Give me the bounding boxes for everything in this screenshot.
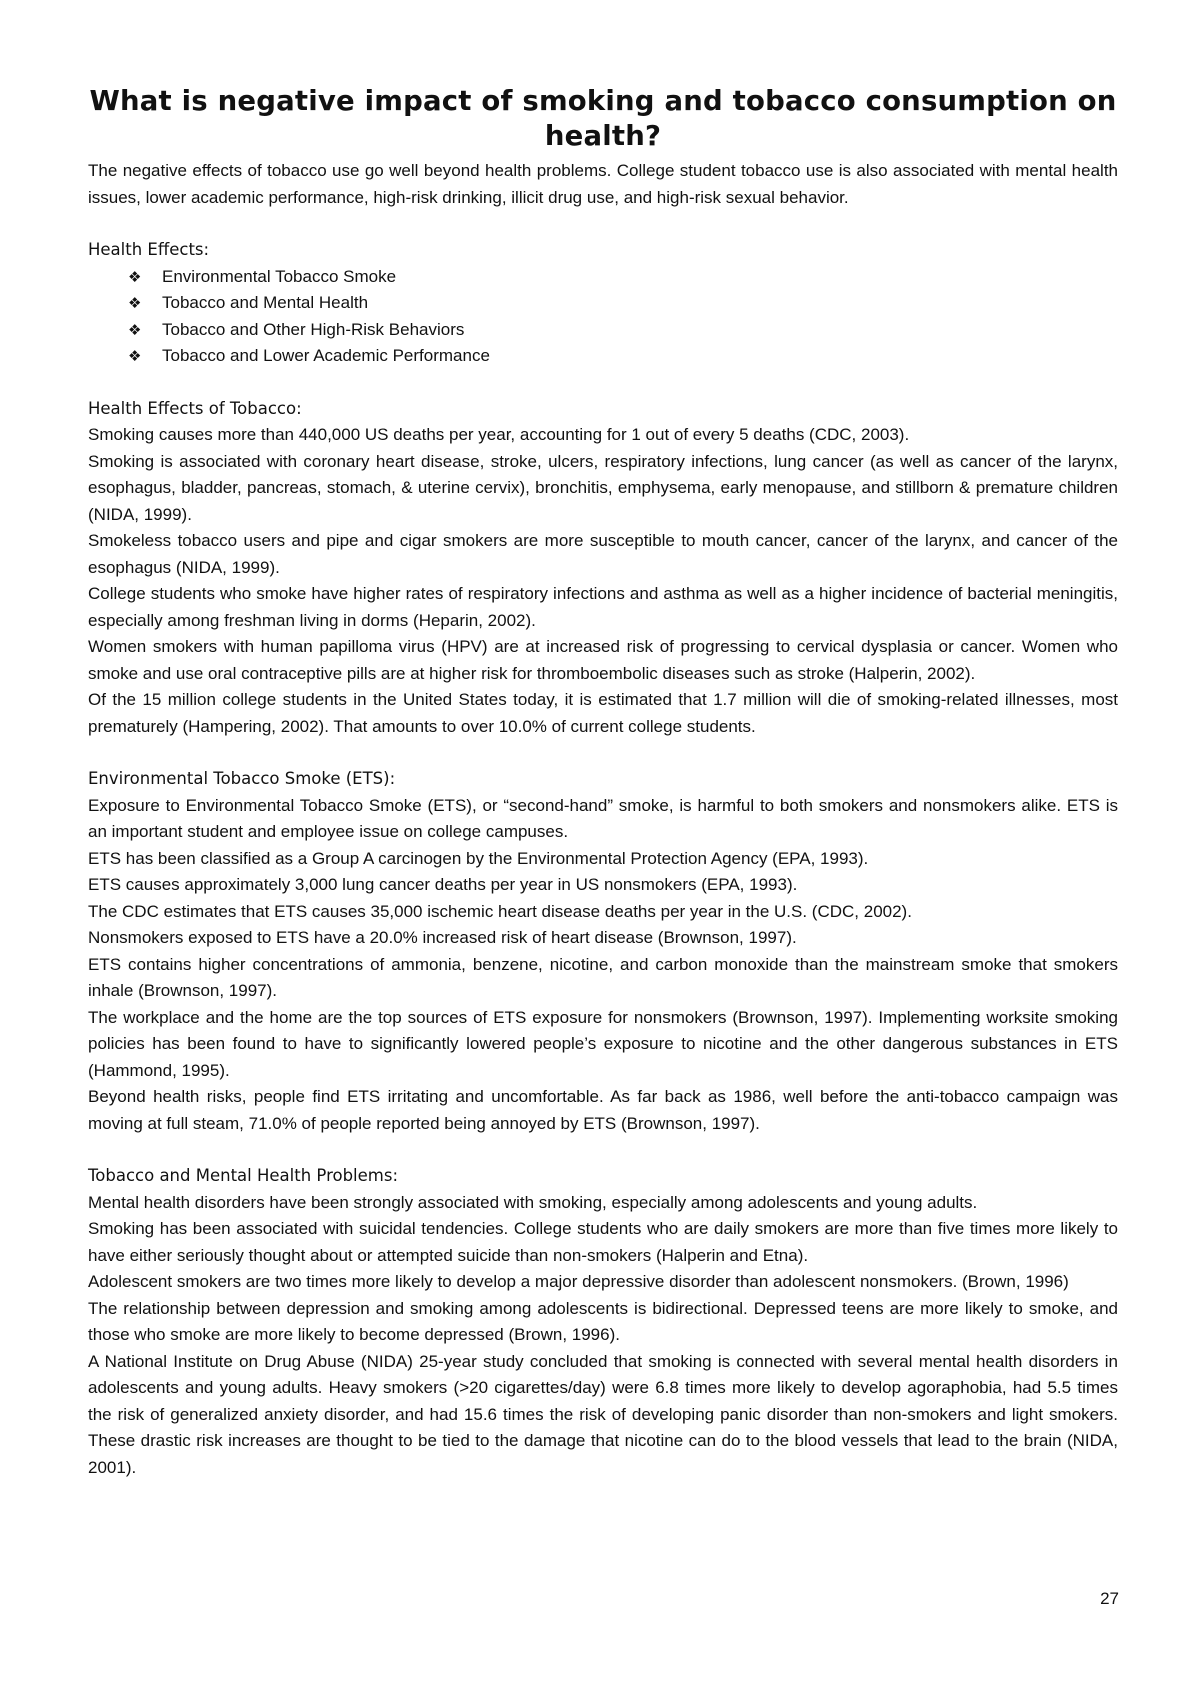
section-paragraph: Smoking has been associated with suicidal tendencies. College students who are daily smokers are more than five times more likely to have either seriously thought about or attempted suicide than non-smokers (Halperin and Etna).	[88, 1219, 1118, 1265]
section-heading: Tobacco and Mental Health Problems:	[88, 1166, 399, 1185]
section-paragraph: Smoking causes more than 440,000 US deaths per year, accounting for 1 out of every 5 deaths (CDC, 2003).	[88, 425, 910, 444]
section-paragraph: Women smokers with human papilloma virus (HPV) are at increased risk of progressing to cervical dysplasia or cancer. Women who smoke and use oral contraceptive pills are at higher risk for thromboembolic diseases such as stroke (Halperin, 2002).	[88, 637, 1118, 683]
list-item	[128, 290, 1118, 317]
page-title: What is negative impact of smoking and tobacco consumption on health?	[89, 85, 1117, 152]
list-item-label: Environmental Tobacco Smoke	[162, 266, 397, 286]
section-paragraph: Smokeless tobacco users and pipe and cigar smokers are more susceptible to mouth cancer, cancer of the larynx, and cancer of the esophagus (NIDA, 1999).	[88, 531, 1118, 577]
health-effects-heading: Health Effects:	[88, 240, 210, 259]
section-paragraph: The CDC estimates that ETS causes 35,000 ischemic heart disease deaths per year in the U.S. (CDC, 2002).	[88, 901, 912, 921]
list-item	[128, 317, 1118, 344]
health-effects-list	[88, 264, 1118, 370]
diamond-bullet-icon: ❖	[128, 267, 142, 286]
section-paragraph: Of the 15 million college students in the United States today, it is estimated that 1.7 million will die of smoking-related illnesses, most prematurely (Hampering, 2002). That amounts to over 10.0% of current college students.	[88, 690, 1118, 736]
section-paragraph: Smoking is associated with coronary heart disease, stroke, ulcers, respiratory infections, lung cancer (as well as cancer of the larynx, esophagus, bladder, pancreas, stomach, & uterine cervix), bronchitis, emphysema, early menopause, and stillborn & premature children (NIDA, 1999).	[88, 451, 1118, 524]
section-paragraph: ETS contains higher concentrations of ammonia, benzene, nicotine, and carbon monoxide than the mainstream smoke that smokers inhale (Brownson, 1997).	[88, 954, 1118, 1000]
section-heading: Health Effects of Tobacco:	[88, 398, 302, 418]
list-item-label: Tobacco and Mental Health	[162, 293, 369, 312]
section-paragraph: The workplace and the home are the top sources of ETS exposure for nonsmokers (Brownson, 1997). Implementing worksite smoking policies has been found to have to significantly lowered people’s exposure to nicotine and the other dangerous substances in ETS (Hammond, 1995).	[88, 1007, 1118, 1080]
section-paragraph: A National Institute on Drug Abuse (NIDA) 25-year study concluded that smoking is connected with several mental health disorders in adolescents and young adults. Heavy smokers (>20 cigarettes/day) were 6.8 times more likely to develop agoraphobia, had 5.5 times the risk of generalized anxiety disorder, and had 15.6 times the risk of developing panic disorder than non-smokers and light smokers. These drastic risk increases are thought to be tied to the damage that nicotine can do to the blood vessels that lead to the brain (NIDA, 2001).	[88, 1351, 1118, 1477]
intro-paragraph: The negative effects of tobacco use go well beyond health problems. College student tobacco use is also associated with mental health issues, lower academic performance, high-risk drinking, illicit drug use, and high-risk sexual behavior.	[88, 161, 1118, 207]
diamond-bullet-icon: ❖	[128, 294, 142, 312]
section-paragraph: Mental health disorders have been strongly associated with smoking, especially among adolescents and young adults.	[88, 1192, 978, 1212]
list-item-label: Tobacco and Other High-Risk Behaviors	[162, 319, 465, 339]
list-item	[128, 343, 1118, 370]
section-paragraph: ETS causes approximately 3,000 lung cancer deaths per year in US nonsmokers (EPA, 1993).	[88, 875, 798, 894]
section-paragraph: College students who smoke have higher rates of respiratory infections and asthma as well as a higher incidence of bacterial meningitis, especially among freshman living in dorms (Heparin, 2002).	[88, 584, 1118, 630]
diamond-bullet-icon: ❖	[128, 347, 142, 365]
section-paragraph: Beyond health risks, people find ETS irritating and uncomfortable. As far back as 1986, well before the anti-tobacco campaign was moving at full steam, 71.0% of people reported being annoyed by ETS (Brownson, 1997).	[88, 1087, 1118, 1133]
page-number: 27	[1100, 1589, 1119, 1608]
section-paragraph: Adolescent smokers are two times more likely to develop a major depressive disorder than adolescent nonsmokers. (Brown, 1996)	[88, 1272, 1069, 1291]
section-paragraph: Exposure to Environmental Tobacco Smoke (ETS), or “second-hand” smoke, is harmful to both smokers and nonsmokers alike. ETS is an important student and employee issue on college campuses.	[88, 795, 1118, 841]
section-paragraph: ETS has been classified as a Group A carcinogen by the Environmental Protection Agency (EPA, 1993).	[88, 848, 869, 868]
document-page	[88, 84, 1118, 1481]
list-item-label: Tobacco and Lower Academic Performance	[162, 346, 490, 365]
section-paragraph: Nonsmokers exposed to ETS have a 20.0% increased risk of heart disease (Brownson, 1997).	[88, 928, 797, 947]
diamond-bullet-icon: ❖	[128, 320, 142, 339]
list-item	[128, 264, 1118, 291]
section-paragraph: The relationship between depression and smoking among adolescents is bidirectional. Depressed teens are more likely to smoke, and those who smoke are more likely to become depressed (Brown, 1996).	[88, 1298, 1118, 1344]
section-heading: Environmental Tobacco Smoke (ETS):	[88, 769, 396, 788]
